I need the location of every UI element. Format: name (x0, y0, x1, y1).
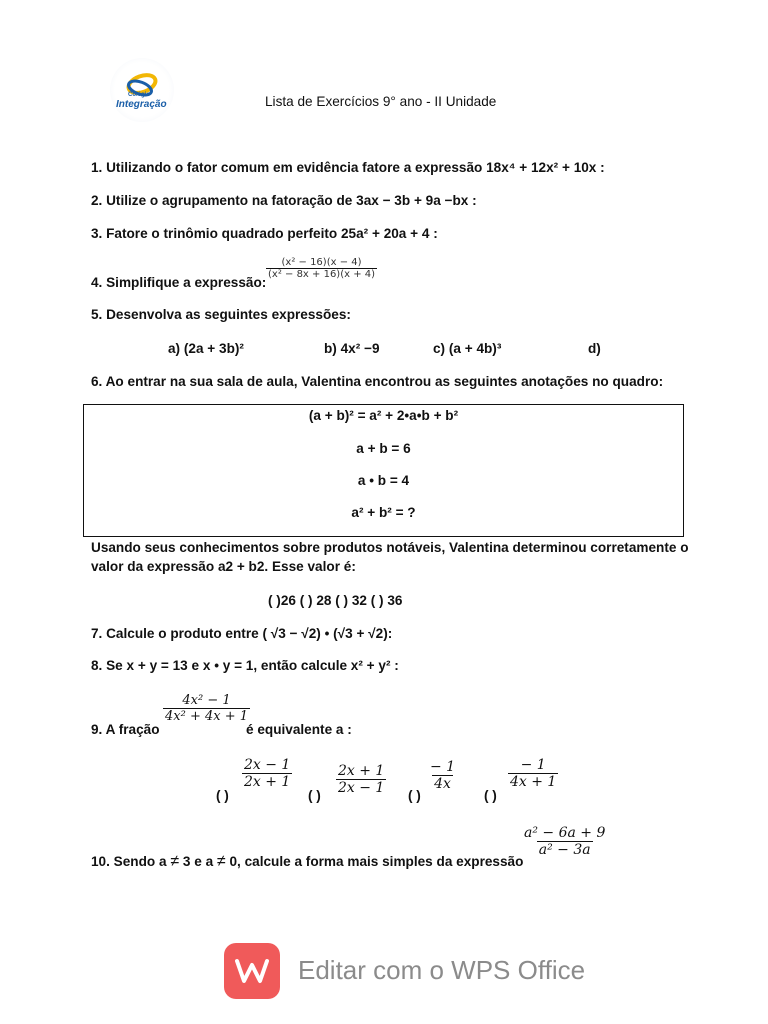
q9-denominator: 4x² + 4x + 1 (165, 709, 249, 724)
q9-option-2-mark: ( ) (308, 788, 321, 803)
q9-opt3-num: − 1 (430, 759, 456, 775)
q9-numerator: 4x² − 1 (182, 693, 231, 708)
q9-option-3-mark: ( ) (408, 788, 421, 803)
q6-text-line2: valor da expressão a2 + b2. Esse valor é: (91, 559, 356, 574)
board-line-3: a • b = 4 (357, 473, 410, 488)
q9-option-3-fraction (428, 759, 457, 792)
question-4-fraction (266, 257, 377, 280)
q6-text-line1: Usando seus conhecimentos sobre produtos notáveis, Valentina determinou corretamente o (91, 540, 689, 555)
q10-label-b: 3 e a (182, 854, 214, 869)
q10-fraction (522, 825, 607, 858)
question-9-label: 9. A fração (91, 722, 160, 737)
q9-opt3-den: 4x (434, 776, 451, 792)
logo-line2: Integração (116, 99, 167, 110)
q9-option-1-mark: ( ) (216, 788, 229, 803)
q10-neq-1: ≠ (170, 853, 180, 870)
board-line-2: a + b = 6 (356, 441, 411, 456)
q10-label-a: 10. Sendo a (91, 854, 167, 869)
q9-opt1-den: 2x + 1 (244, 774, 291, 790)
board-box (83, 404, 684, 537)
q5-item-b: b) 4x² −9 (324, 341, 380, 356)
question-7: 7. Calcule o produto entre ( √3 − √2) • (√3 + √2): (91, 626, 393, 641)
q6-options: ( )26 ( ) 28 ( ) 32 ( ) 36 (268, 593, 403, 608)
q9-option-1-fraction (242, 757, 292, 790)
q5-item-a: a) (2a + 3b)² (168, 341, 244, 356)
school-logo (110, 58, 174, 122)
q9-option-2-fraction (336, 763, 386, 796)
q9-opt4-den: 4x + 1 (510, 774, 557, 790)
q9-opt2-den: 2x − 1 (338, 780, 385, 796)
page-title: Lista de Exercícios 9° ano - II Unidade (265, 94, 497, 109)
q9-opt1-num: 2x − 1 (244, 757, 291, 773)
logo-emblem-icon (110, 58, 174, 122)
wps-logo-button[interactable] (224, 943, 280, 999)
q4-numerator: (x² − 16)(x − 4) (281, 257, 362, 268)
q10-neq-2: ≠ (216, 853, 226, 870)
question-6-label: 6. Ao entrar na sua sala de aula, Valentina encontrou as seguintes anotações no quadro: (91, 374, 664, 389)
question-5-label: 5. Desenvolva as seguintes expressões: (91, 307, 351, 322)
wps-edit-link[interactable]: Editar com o WPS Office (298, 955, 586, 985)
q9-option-4-fraction (508, 757, 558, 790)
q5-item-d: d) (588, 341, 601, 356)
q4-denominator: (x² − 8x + 16)(x + 4) (268, 269, 376, 280)
q9-opt2-num: 2x + 1 (338, 763, 385, 779)
board-line-4: a² + b² = ? (351, 505, 416, 520)
question-8: 8. Se x + y = 13 e x • y = 1, então calcule x² + y² : (91, 658, 399, 673)
question-10 (91, 853, 523, 871)
q10-denominator: a² − 3a (538, 842, 591, 858)
question-9-suffix: é equivalente a : (246, 722, 352, 737)
q9-fraction (163, 693, 250, 724)
q9-opt4-num: − 1 (520, 757, 546, 773)
question-3: 3. Fatore o trinômio quadrado perfeito 25a² + 20a + 4 : (91, 226, 438, 241)
question-4-label: 4. Simplifique a expressão: (91, 275, 267, 290)
logo-line1: Colégio (128, 92, 150, 98)
q5-item-c: c) (a + 4b)³ (433, 341, 502, 356)
q9-option-4-mark: ( ) (484, 788, 497, 803)
board-line-1: (a + b)² = a² + 2•a•b + b² (308, 408, 459, 423)
question-2: 2. Utilize o agrupamento na fatoração de 3ax − 3b + 9a −bx : (91, 193, 477, 208)
wps-w-icon (235, 957, 269, 985)
q10-numerator: a² − 6a + 9 (524, 825, 606, 841)
question-1: 1. Utilizando o fator comum em evidência fatore a expressão 18x⁴ + 12x² + 10x : (91, 160, 605, 175)
q10-label-c: 0, calcule a forma mais simples da expressão (229, 854, 524, 869)
